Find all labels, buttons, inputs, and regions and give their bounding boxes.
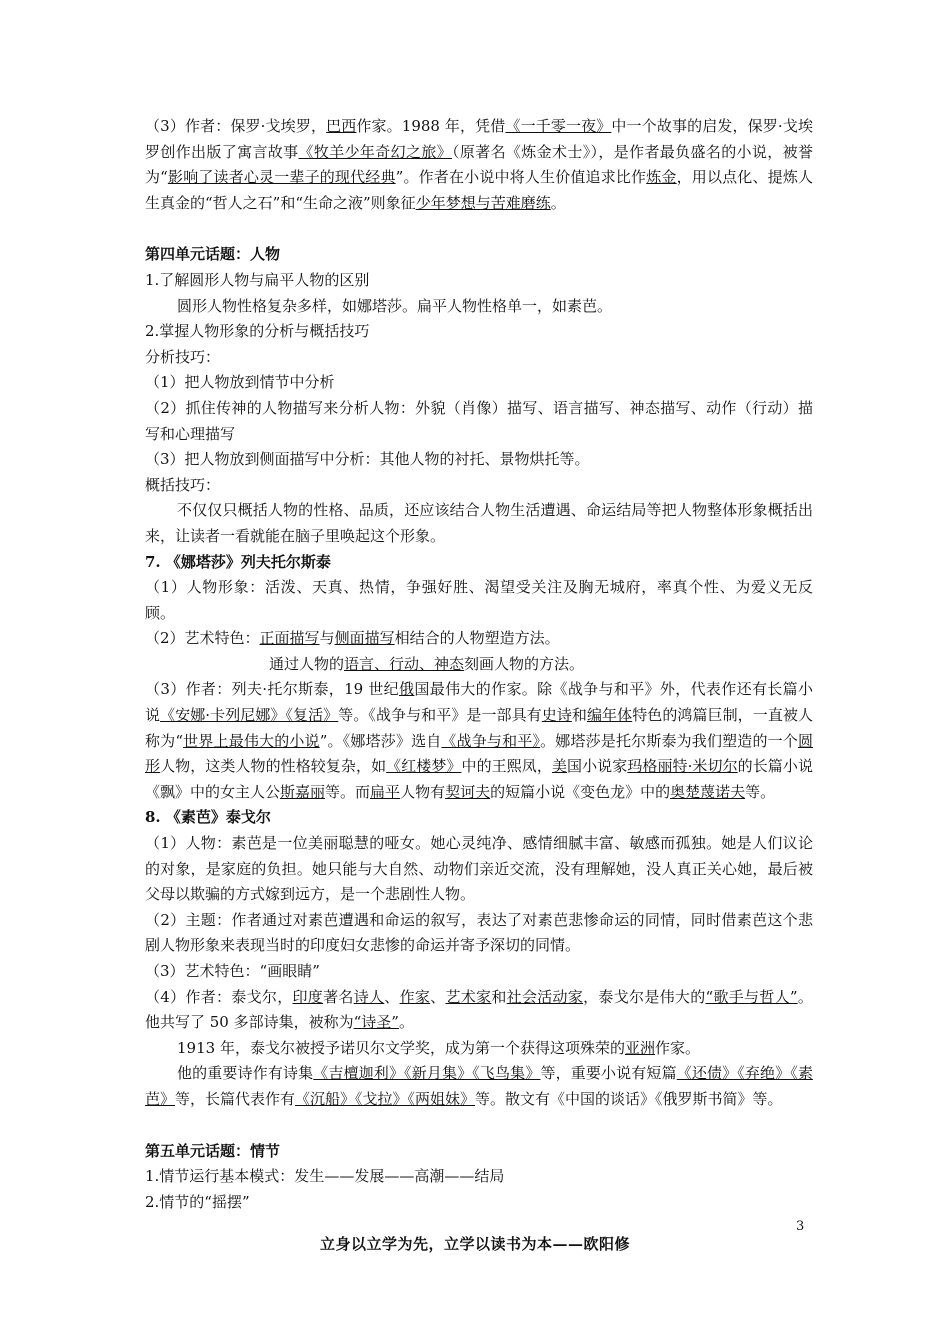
- list-item: （1）把人物放到情节中分析: [145, 373, 335, 392]
- paragraph: 不仅仅只概括人物的性格、品质，还应该结合人物生活遭遇、命运结局等把人物整体形象概括出来，让读者一看就能在脑子里唤起这个形象。: [145, 501, 813, 545]
- author-paragraph-coelho: （3）作者：保罗·戈埃罗，巴西作家。1988 年，凭借《一千零一夜》中一个故事的启发，保罗·戈埃罗创作出版了寓言故事《牧羊少年奇幻之旅》（原著名《炼金术士》），是作者最负盛名的小说，被誉为“影响了读者心灵一辈子的现代经典”。作者在小说中将人生价值追求比作炼金，用以点化、提炼人生真金的“哲人之石”和“生命之液”则象征少年梦想与苦难磨练。: [145, 117, 813, 212]
- list-item: （2）抓住传神的人物描写来分析人物：外貌（肖像）描写、语言描写、神态描写、动作（行动）描写和心理描写: [145, 398, 813, 443]
- page-content: [145, 114, 813, 1215]
- list-item: （3）艺术特色：“画眼睛”: [145, 962, 320, 980]
- paragraph: 圆形人物性格复杂多样，如娜塔莎。扁平人物性格单一，如素芭。: [177, 296, 613, 315]
- list-item-continued: 通过人物的语言、行动、神态刻画人物的方法。: [269, 654, 585, 673]
- author-paragraph-tolstoy: （3）作者：列夫·托尔斯泰，19 世纪俄国最伟大的作家。除《战争与和平》外，代表作还有长篇小说《安娜·卡列尼娜》《复活》等。《战争与和平》是一部具有史诗和编年体特色的鸿篇巨制，一直被人称为“世界上最伟大的小说”。《娜塔莎》选自《战争与和平》。娜塔莎是托尔斯泰为我们塑造的一个圆形人物，这类人物的性格较复杂，如《红楼梦》中的王熙凤，美国小说家玛格丽特·米切尔的长篇小说《飘》中的女主人公斯嘉丽等。而扁平人物有契诃夫的短篇小说《变色龙》中的奥楚蔑诺夫等。: [145, 680, 813, 801]
- list-item: （2）艺术特色：正面描写与侧面描写相结合的人物塑造方法。: [145, 629, 560, 648]
- list-item: （3）把人物放到侧面描写中分析：其他人物的衬托、景物烘托等。: [145, 450, 590, 469]
- page-number: 3: [796, 1219, 805, 1234]
- paragraph: 1913 年，泰戈尔被授予诺贝尔文学奖，成为第一个获得这项殊荣的亚洲作家。: [177, 1038, 700, 1057]
- list-item: （1）人物形象：活泼、天真、热情，争强好胜、渴望受关注及胸无城府，率真个性、为爱义无反顾。: [145, 578, 813, 622]
- list-item: 1.了解圆形人物与扁平人物的区别: [145, 270, 370, 289]
- unit-4-heading: 第四单元话题：人物: [145, 245, 281, 264]
- unit-5-heading: 第五单元话题：情节: [145, 1141, 281, 1160]
- paragraph: 他的重要诗作有诗集《吉檀迦利》《新月集》《飞鸟集》等，重要小说有短篇《还债》《弃绝》《素芭》等，长篇代表作有《沉船》《戈拉》《两姐妹》等。散文有《中国的谈话》《俄罗斯书简》等。: [145, 1064, 813, 1108]
- label-analysis: 分析技巧：: [145, 347, 221, 366]
- list-item: 1.情节运行基本模式：发生——发展——高潮——结局: [145, 1167, 505, 1186]
- section-8-heading: 8. 《素芭》泰戈尔: [145, 808, 271, 827]
- author-paragraph-tagore: （4）作者：泰戈尔，印度著名诗人、作家、艺术家和社会活动家，泰戈尔是伟大的“歌手与哲人”。他共写了 50 多部诗集，被称为“诗圣”。: [145, 987, 813, 1032]
- list-item: （1）人物：素芭是一位美丽聪慧的哑女。她心灵纯净、感情细腻丰富、敏感而孤独。她是人们议论的对象，是家庭的负担。她只能与大自然、动物们亲近交流，没有理解她，没人真正关心她，最后被父母以欺骗的方式嫁到远方，是一个悲剧性人物。: [145, 834, 813, 904]
- list-item: 2.情节的“摇摆”: [145, 1192, 250, 1211]
- section-7-heading: 7. 《娜塔莎》列夫托尔斯泰: [145, 552, 331, 571]
- label-summary: 概括技巧：: [145, 475, 221, 494]
- spacer: [145, 1113, 813, 1139]
- footer-quote: 立身以立学为先，立学以读书为本——欧阳修: [319, 1235, 630, 1253]
- spacer: [145, 216, 813, 242]
- list-item: 2.掌握人物形象的分析与概括技巧: [145, 322, 370, 341]
- list-item: （2）主题：作者通过对素芭遭遇和命运的叙写，表达了对素芭悲惨命运的同情，同时借素芭这个悲剧人物形象来表现当时的印度妇女悲惨的命运并寄予深切的同情。: [145, 910, 813, 955]
